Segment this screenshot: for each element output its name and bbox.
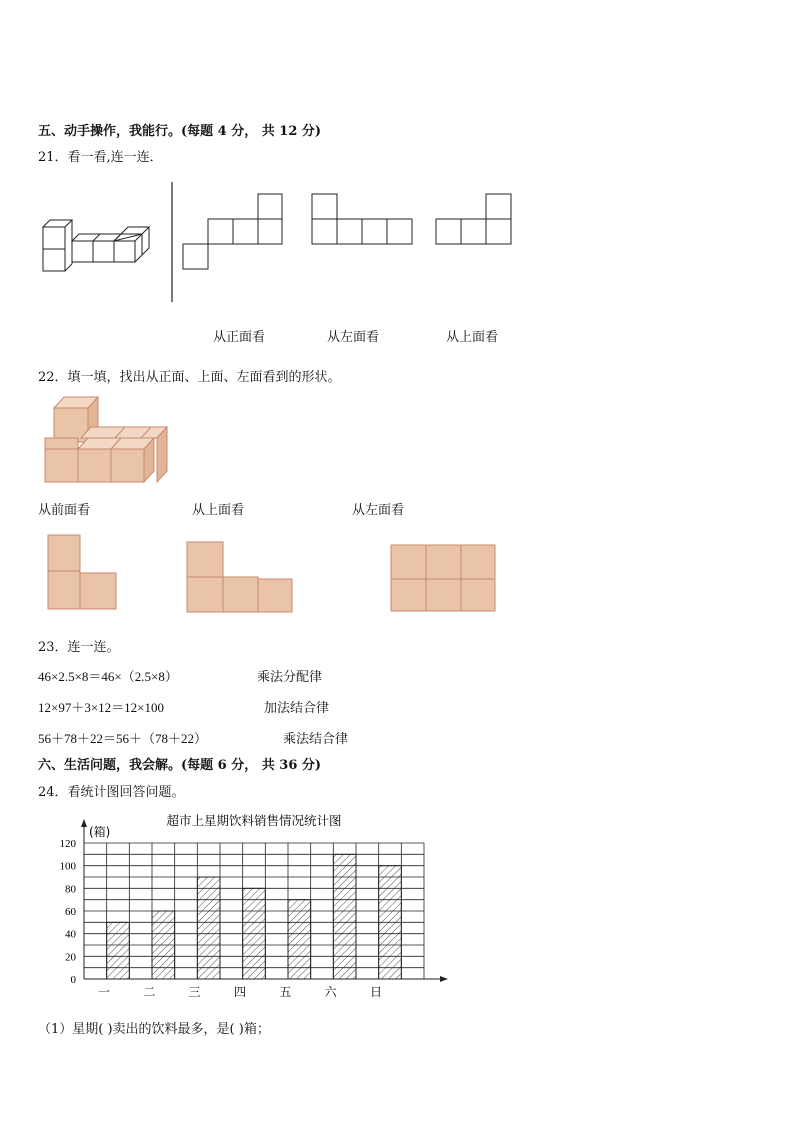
chart-y-tick-label: 0 — [70, 974, 76, 986]
q22-left-view-shape — [389, 543, 497, 613]
q21-cube-figure — [40, 214, 160, 274]
q21-label-left: 从左面看 — [327, 330, 380, 345]
q23-law-1: 乘法分配律 — [257, 670, 323, 685]
chart-y-tick-label: 60 — [65, 906, 76, 918]
question-21-prompt: 21．看一看,连一连． — [38, 150, 163, 165]
chart-category-label: 六 — [324, 985, 337, 999]
q23-expression-3: 56＋78＋22＝56＋（78＋22） — [38, 731, 208, 746]
chart-category-label: 一 — [97, 985, 111, 999]
section-6-heading: 六、生活问题，我会解。(每题 6 分， 共 36 分) — [38, 758, 322, 773]
q21-view-grid-c — [435, 193, 515, 247]
question-23-prompt: 23．连一连。 — [38, 640, 120, 655]
q24-subquestion-1: （1）星期( )卖出的饮料最多，是( )箱； — [38, 1022, 270, 1037]
q23-law-2: 加法结合律 — [264, 701, 330, 716]
q21-label-top: 从上面看 — [446, 330, 499, 345]
chart-y-tick-label: 100 — [59, 860, 76, 873]
chart-y-tick-label: 120 — [59, 838, 76, 850]
chart-x-axis-arrow — [440, 976, 448, 982]
chart-category-label: 二 — [143, 985, 156, 999]
chart-y-tick-label: 40 — [65, 928, 76, 941]
chart-category-label: 日 — [369, 985, 383, 999]
q23-expression-2: 12×97＋3×12＝12×100 — [38, 700, 164, 715]
q21-view-grid-b — [311, 193, 415, 247]
q22-label-front: 从前面看 — [38, 503, 91, 518]
q22-label-top: 从上面看 — [192, 503, 245, 518]
q22-cube-figure — [43, 394, 173, 484]
q23-expression-1: 46×2.5×8＝46×（2.5×8） — [38, 669, 178, 684]
q21-label-front: 从正面看 — [213, 330, 266, 345]
q23-law-3: 乘法结合律 — [283, 732, 349, 747]
sales-bar-chart — [50, 808, 450, 1008]
question-24-prompt: 24．看统计图回答问题。 — [38, 785, 185, 800]
q21-view-grid-a — [182, 193, 284, 271]
chart-y-tick-label: 80 — [65, 883, 76, 896]
question-22-prompt: 22．填一填，找出从正面、上面、左面看到的形状。 — [38, 370, 341, 385]
q22-label-left: 从左面看 — [352, 503, 405, 518]
chart-y-axis-arrow — [81, 819, 87, 827]
section-5-heading: 五、动手操作，我能行。(每题 4 分， 共 12 分) — [38, 124, 322, 139]
q22-top-view-shape — [185, 540, 295, 614]
q21-divider-line — [171, 182, 175, 302]
chart-y-unit-label: (箱) — [89, 825, 111, 839]
q22-front-view-shape — [46, 533, 118, 613]
chart-y-tick-label: 20 — [65, 951, 76, 964]
chart-category-label: 四 — [233, 985, 247, 999]
chart-title: 超市上星期饮料销售情况统计图 — [166, 813, 342, 828]
chart-category-label: 五 — [279, 985, 292, 999]
chart-category-label: 三 — [188, 985, 201, 999]
